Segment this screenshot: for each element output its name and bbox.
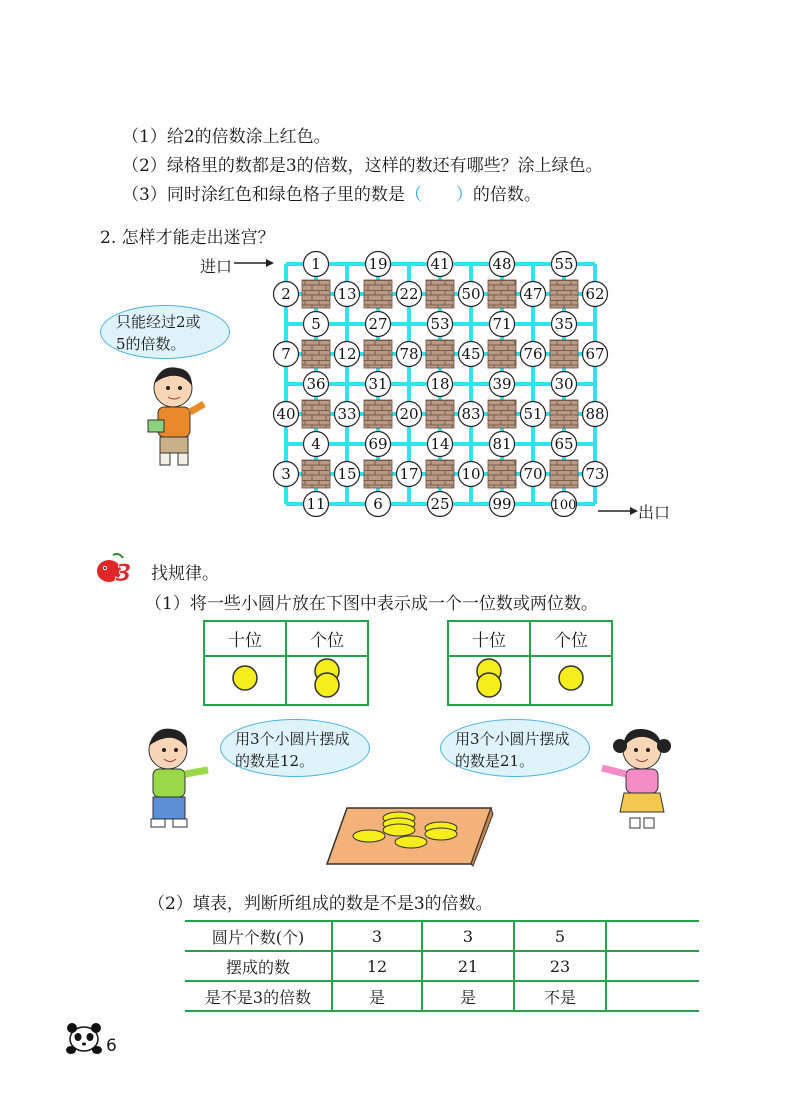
maze-wall-brick [302, 400, 330, 428]
maze-number-node[interactable] [428, 492, 453, 517]
maze-number-node[interactable] [490, 492, 515, 517]
maze-node-label: 17 [399, 465, 419, 483]
header-ones: 个位 [530, 621, 612, 656]
maze-number-node[interactable] [366, 312, 391, 337]
maze-number-node[interactable] [490, 372, 515, 397]
maze-node-label: 65 [554, 435, 574, 453]
maze-number-node[interactable] [521, 282, 546, 307]
table-row [185, 951, 699, 981]
maze-number-node[interactable] [521, 402, 546, 427]
row-label: 摆成的数 [185, 951, 332, 981]
maze-number-node[interactable] [366, 432, 391, 457]
answer-cell[interactable] [606, 951, 699, 981]
maze-number-node[interactable] [552, 432, 577, 457]
bubble-left-line-2: 的数是12。 [235, 752, 315, 770]
maze-node-label: 15 [337, 465, 357, 483]
maze-node-label: 10 [461, 465, 481, 483]
table-cell: 不是 [514, 981, 606, 1011]
bubble-left [220, 719, 370, 777]
maze-node-label: 88 [585, 405, 605, 423]
maze-node-label: 50 [461, 285, 481, 303]
maze-node-label: 30 [554, 375, 574, 393]
maze-number-node[interactable] [583, 462, 608, 487]
hint-bubble [100, 305, 230, 359]
maze-number-node[interactable] [304, 372, 329, 397]
maze-number-node[interactable] [304, 432, 329, 457]
maze-number-node[interactable] [552, 252, 577, 277]
boy-pointing-illustration-icon [138, 722, 218, 832]
maze-node-label: 76 [523, 345, 543, 363]
hint-line-2: 5的倍数。 [116, 335, 186, 353]
maze-number-node[interactable] [459, 462, 484, 487]
maze-node-label: 27 [368, 315, 388, 333]
table-cell: 是 [332, 981, 422, 1011]
maze-wall-brick [488, 460, 516, 488]
question-3-badge-icon [93, 552, 137, 586]
maze-wall-brick [488, 280, 516, 308]
maze-wall-brick [426, 280, 454, 308]
maze-number-node[interactable] [552, 312, 577, 337]
maze-wall-brick [550, 280, 578, 308]
maze-node-label: 62 [585, 285, 605, 303]
q1-line-2: （2）绿格里的数都是3的倍数，这样的数还有哪些？涂上绿色。 [122, 156, 603, 176]
boy-illustration-icon [140, 360, 215, 470]
maze-number-node[interactable] [552, 492, 577, 517]
table-cell: 是 [422, 981, 514, 1011]
maze-number-node[interactable] [274, 462, 299, 487]
maze-exit-label: 出口 [638, 503, 671, 522]
maze-number-node[interactable] [428, 312, 453, 337]
q3-sub2: （2）填表，判断所组成的数是不是3的倍数。 [148, 894, 493, 914]
maze-number-node[interactable] [304, 252, 329, 277]
table-cell: 5 [514, 921, 606, 951]
coin-board-illustration-icon [325, 800, 495, 868]
table-cell: 21 [422, 951, 514, 981]
maze-number-node[interactable] [583, 342, 608, 367]
maze-node-label: 11 [306, 495, 326, 513]
hint-line-1: 只能经过2或 [116, 313, 201, 331]
maze-number-node[interactable] [397, 342, 422, 367]
table-cell: 3 [332, 921, 422, 951]
q1-line-3 [122, 180, 541, 205]
tens-cell [204, 656, 286, 705]
panda-icon [64, 1022, 104, 1056]
maze-node-label: 5 [311, 315, 321, 333]
answer-blank[interactable]: （ ） [404, 185, 473, 205]
maze-node-label: 36 [306, 375, 326, 393]
maze-node-label: 100 [551, 498, 577, 513]
maze-number-node[interactable] [335, 342, 360, 367]
page-number: 6 [106, 1036, 117, 1056]
q3-sub1: （1）将一些小圆片放在下图中表示成一个一位数或两位数。 [145, 594, 598, 614]
maze-node-label: 35 [554, 315, 574, 333]
maze-number-node[interactable] [274, 402, 299, 427]
table-cell: 23 [514, 951, 606, 981]
maze-node-label: 18 [430, 375, 450, 393]
coin-stack-icon [469, 657, 509, 699]
maze-number-node[interactable] [397, 462, 422, 487]
place-value-table-right [447, 620, 613, 706]
maze-node-label: 69 [368, 435, 388, 453]
maze-node-label: 33 [337, 405, 357, 423]
maze-number-node[interactable] [490, 252, 515, 277]
maze-number-node[interactable] [459, 282, 484, 307]
maze-node-label: 55 [554, 255, 574, 273]
maze-node-label: 1 [311, 255, 321, 273]
maze-number-node[interactable] [397, 282, 422, 307]
maze-node-label: 53 [430, 315, 450, 333]
maze-entry-label: 进口 [200, 257, 233, 276]
maze-number-node[interactable] [366, 372, 391, 397]
coin-stack-icon [307, 657, 347, 699]
maze-node-label: 41 [430, 255, 450, 273]
maze-node-label: 13 [337, 285, 357, 303]
maze-number-node[interactable] [274, 282, 299, 307]
maze-node-label: 40 [276, 405, 296, 423]
maze-node-label: 25 [430, 495, 450, 513]
answer-cell[interactable] [606, 921, 699, 951]
q1-line-3-post: 的倍数。 [472, 185, 541, 205]
maze-number-node[interactable] [428, 372, 453, 397]
q1-line-3-pre: （3）同时涂红色和绿色格子里的数是 [122, 185, 405, 205]
q3-title: 找规律。 [151, 564, 219, 584]
maze-wall-brick [488, 400, 516, 428]
maze-number-node[interactable] [366, 492, 391, 517]
maze-number-node[interactable] [552, 372, 577, 397]
maze-node-label: 7 [281, 345, 291, 363]
maze-node-label: 39 [492, 375, 512, 393]
entry-arrow-icon [234, 256, 274, 270]
maze-node-label: 2 [281, 285, 291, 303]
q1-line-1: （1）给2的倍数涂上红色。 [122, 127, 331, 147]
maze-number-node[interactable] [304, 492, 329, 517]
maze-number-node[interactable] [366, 252, 391, 277]
maze-node-label: 48 [492, 255, 512, 273]
maze-node-label: 83 [461, 405, 481, 423]
maze-number-node[interactable] [335, 402, 360, 427]
maze-wall-brick [302, 280, 330, 308]
fill-table [185, 920, 699, 1012]
coin-stack-icon [225, 658, 265, 698]
maze-wall-brick [426, 460, 454, 488]
maze-wall-brick [364, 340, 392, 368]
maze-node-label: 4 [311, 435, 321, 453]
maze-wall-brick [550, 340, 578, 368]
maze-number-node[interactable] [459, 342, 484, 367]
maze-wall-brick [550, 460, 578, 488]
maze-number-node[interactable] [335, 282, 360, 307]
ones-cell [530, 656, 612, 705]
header-ones: 个位 [286, 621, 368, 656]
maze-number-node[interactable] [335, 462, 360, 487]
maze-number-node[interactable] [583, 282, 608, 307]
maze-wall-brick [302, 460, 330, 488]
maze-number-node[interactable] [304, 312, 329, 337]
maze-node-label: 73 [585, 465, 605, 483]
maze-node-label: 47 [523, 285, 543, 303]
maze-number-node[interactable] [459, 402, 484, 427]
maze-node-label: 22 [399, 285, 419, 303]
header-tens: 十位 [448, 621, 530, 656]
maze-node-label: 3 [281, 465, 291, 483]
maze-node-label: 31 [368, 375, 388, 393]
maze-node-label: 19 [368, 255, 388, 273]
table-row [185, 921, 699, 951]
maze-wall-brick [426, 340, 454, 368]
maze-wall-brick [364, 280, 392, 308]
maze-number-node[interactable] [521, 462, 546, 487]
maze-number-node[interactable] [397, 402, 422, 427]
row-label: 圆片个数(个) [185, 921, 332, 951]
maze-grid [270, 250, 615, 520]
question-3-number: 3 [115, 559, 132, 586]
bubble-right-line-1: 用3个小圆片摆成 [455, 730, 570, 748]
maze-node-label: 20 [399, 405, 419, 423]
maze-node-label: 81 [492, 435, 512, 453]
maze-number-node[interactable] [583, 402, 608, 427]
table-cell: 12 [332, 951, 422, 981]
maze-number-node[interactable] [428, 432, 453, 457]
row-label: 是不是3的倍数 [185, 981, 332, 1011]
maze-wall-brick [550, 400, 578, 428]
maze-node-label: 78 [399, 345, 419, 363]
maze-wall-brick [426, 400, 454, 428]
maze-wall-brick [302, 340, 330, 368]
maze-node-label: 71 [492, 315, 512, 333]
maze-node-label: 45 [461, 345, 481, 363]
bubble-left-line-1: 用3个小圆片摆成 [235, 730, 350, 748]
header-tens: 十位 [204, 621, 286, 656]
table-cell: 3 [422, 921, 514, 951]
maze-node-label: 70 [523, 465, 543, 483]
maze-wall-brick [364, 400, 392, 428]
girl-pointing-illustration-icon [596, 722, 676, 832]
maze-number-node[interactable] [490, 432, 515, 457]
bubble-right-line-2: 的数是21。 [455, 752, 535, 770]
maze-node-label: 99 [492, 495, 512, 513]
coin-stack-icon [551, 658, 591, 698]
maze-wall-brick [364, 460, 392, 488]
maze-number-node[interactable] [490, 312, 515, 337]
place-value-table-left [203, 620, 369, 706]
maze-number-node[interactable] [428, 252, 453, 277]
maze-node-label: 6 [373, 495, 383, 513]
maze-node-label: 14 [430, 435, 450, 453]
ones-cell [286, 656, 368, 705]
maze-node-label: 12 [337, 345, 357, 363]
maze-number-node[interactable] [274, 342, 299, 367]
bubble-right [440, 719, 590, 777]
q2-title: 2. 怎样才能走出迷宫？ [100, 228, 275, 248]
maze-node-label: 51 [523, 405, 543, 423]
answer-cell[interactable] [606, 981, 699, 1011]
maze-wall-brick [488, 340, 516, 368]
tens-cell [448, 656, 530, 705]
maze-node-label: 67 [585, 345, 605, 363]
table-row [185, 981, 699, 1011]
maze-number-node[interactable] [521, 342, 546, 367]
